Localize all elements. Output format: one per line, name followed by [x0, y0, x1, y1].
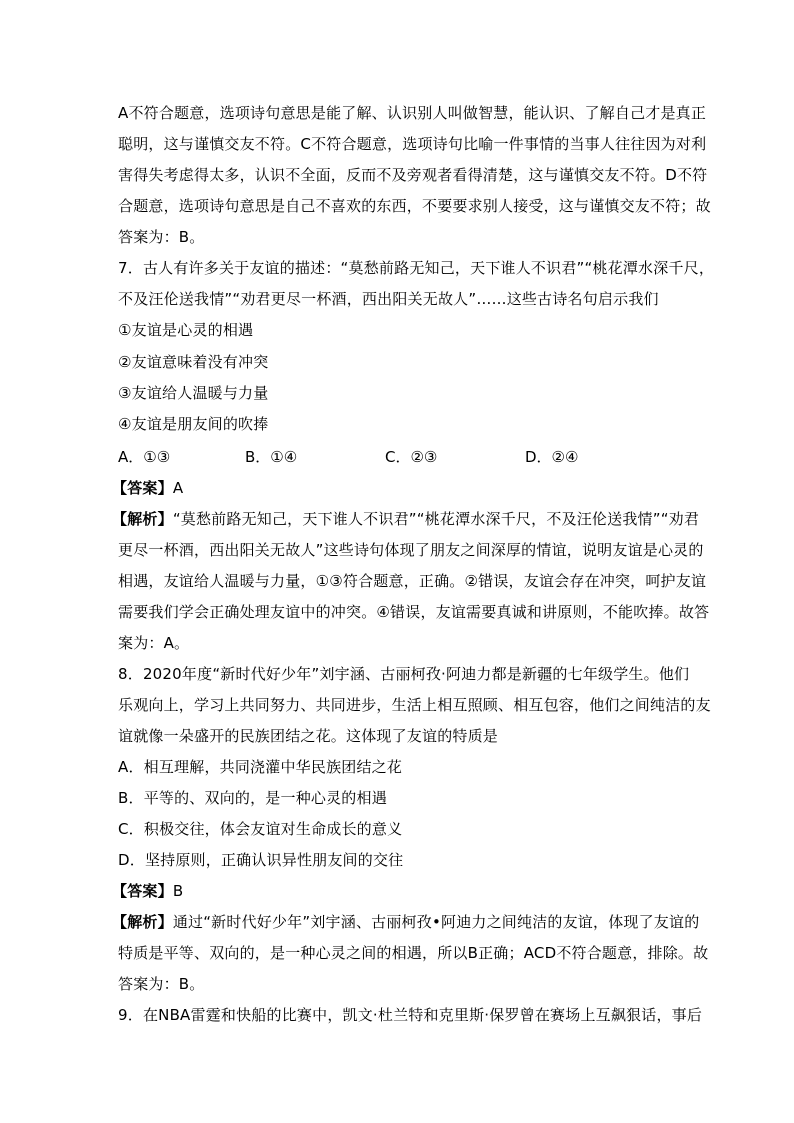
answer-label: 【答案】: [112, 882, 173, 900]
text-line: 答案为：B。: [118, 975, 205, 993]
option-c: C．积极交往，体会友谊对生命成长的意义: [118, 820, 403, 838]
answer-8: [112, 881, 183, 901]
option-d: D．坚持原则，正确认识异性朋友间的交往: [118, 851, 404, 869]
answer-value: B: [172, 882, 184, 900]
statement-3: ③友谊给人温暖与力量: [118, 384, 269, 402]
text-line: 相遇，友谊给人温暖与力量，①③符合题意，正确。②错误，友谊会存在冲突，呵护友谊: [118, 572, 707, 590]
option-b: B．①④: [245, 448, 298, 466]
question-8: 8．2020年度“新时代好少年”刘宇涵、古丽柯孜·阿迪力都是新疆的七年级学生。他们: [118, 665, 690, 683]
question-9: 9．在NBA雷霆和快船的比赛中，凯文·杜兰特和克里斯·保罗曾在赛场上互飙狠话，事后: [118, 1006, 703, 1024]
analysis-7: [112, 509, 699, 529]
text-line: “莫愁前路无知己，天下谁人不识君”“桃花潭水深千尺，不及汪伦送我情”“劝君: [172, 510, 700, 528]
analysis-label: 【解析】: [112, 913, 173, 931]
text-line: 需要我们学会正确处理友谊中的冲突。④错误，友谊需要真诚和讲原则，不能吹捧。故答: [118, 603, 710, 621]
text-line: 谊就像一朵盛开的民族团结之花。这体现了友谊的特质是: [118, 727, 499, 745]
text-line: 更尽一杯酒，西出阳关无故人”这些诗句体现了朋友之间深厚的情谊，说明友谊是心灵的: [118, 541, 704, 559]
text-line: 特质是平等、双向的，是一种心灵之间的相遇，所以B正确；ACD不符合题意，排除。故: [118, 944, 709, 962]
statement-4: ④友谊是朋友间的吹捧: [118, 415, 269, 433]
text-line: A不符合题意，选项诗句意思是能了解、认识别人叫做智慧，能认识、了解自己才是真正: [118, 104, 707, 122]
answer-label: 【答案】: [112, 479, 173, 497]
option-b: B．平等的、双向的，是一种心灵的相遇: [118, 789, 387, 807]
option-c: C．②③: [385, 448, 438, 466]
text-line: 聪明，这与谨慎交友不符。C不符合题意，选项诗句比喻一件事情的当事人往往因为对利: [118, 135, 707, 153]
analysis-8: [112, 912, 699, 932]
answer-7: [112, 478, 183, 498]
answer-value: A: [172, 479, 184, 497]
text-line: 合题意，选项诗句意思是自己不喜欢的东西，不要要求别人接受，这与谨慎交友不符；故: [118, 197, 711, 215]
statement-2: ②友谊意味着没有冲突: [118, 353, 269, 371]
text-line: 答案为：B。: [118, 228, 205, 246]
analysis-label: 【解析】: [112, 510, 173, 528]
text-line: 乐观向上，学习上共同努力、共同进步，生活上相互照顾、相互包容，他们之间纯洁的友: [118, 696, 711, 714]
text-line: 不及汪伦送我情”“劝君更尽一杯酒，西出阳关无故人”……这些古诗名句启示我们: [118, 290, 659, 308]
text-line: 案为：A。: [118, 634, 190, 652]
option-d: D．②④: [525, 448, 579, 466]
text-line: 通过“新时代好少年”刘宇涵、古丽柯孜•阿迪力之间纯洁的友谊，体现了友谊的: [172, 913, 700, 931]
option-a: A．相互理解，共同浇灌中华民族团结之花: [118, 758, 403, 776]
statement-1: ①友谊是心灵的相遇: [118, 321, 254, 339]
text-line: 害得失考虑得太多，认识不全面，反而不及旁观者看得清楚，这与谨慎交友不符。D不符: [118, 166, 708, 184]
question-7: 7．古人有许多关于友谊的描述：“莫愁前路无知己，天下谁人不识君”“桃花潭水深千尺，: [118, 259, 715, 277]
option-a: A．①③: [118, 448, 171, 466]
